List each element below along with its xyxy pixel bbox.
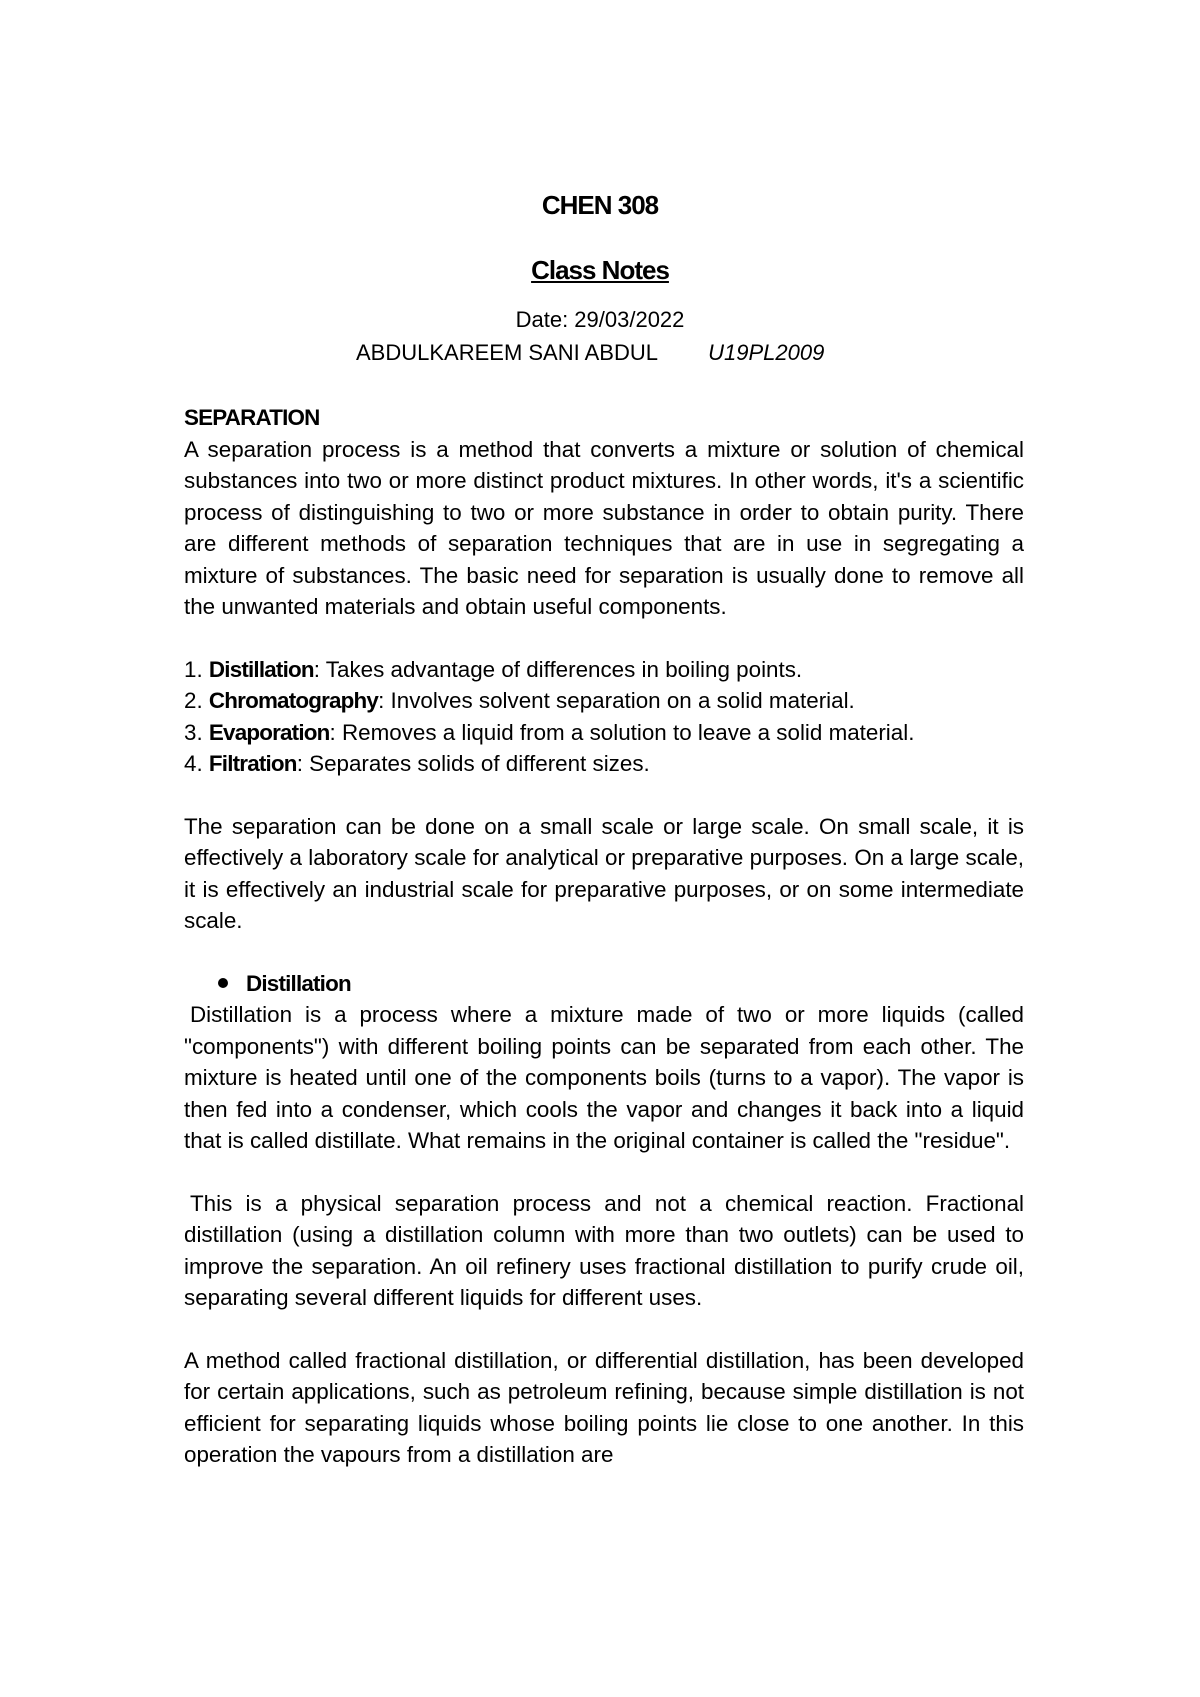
document-body bbox=[184, 402, 1024, 1471]
course-code: CHEN 308 bbox=[541, 190, 659, 220]
author-name: ABDULKAREEM SANI ABDUL bbox=[356, 340, 658, 365]
method-description: : Separates solids of different sizes. bbox=[296, 751, 650, 776]
distillation-heading bbox=[218, 968, 1024, 1000]
separation-paragraph: A separation process is a method that converts a mixture or solution of chemical substances into two or more distinct product mixtures. In other words, it's a scientific process of distinguishing to two or more substance in order to obtain purity. There are different methods of separation techniques that are in use in segregating a mixture of substances. The basic need for separation is usually done to remove all the unwanted materials and obtain useful components. bbox=[184, 436, 1024, 619]
list-item bbox=[184, 748, 1024, 780]
separation-heading: SEPARATION bbox=[184, 405, 320, 430]
list-item bbox=[184, 654, 1024, 686]
method-description: : Removes a liquid from a solution to leave a solid material. bbox=[329, 719, 915, 745]
list-item-number: 3. bbox=[184, 719, 209, 745]
scale-paragraph: The separation can be done on a small scale or large scale. On small scale, it is effectively a laboratory scale for analytical or preparative purposes. On a large scale, it is effectively an industrial scale for preparative purposes, or on some intermediate scale. bbox=[184, 813, 1024, 933]
list-item-number: 1. bbox=[184, 656, 209, 682]
spacer bbox=[184, 623, 1024, 654]
method-term: Evaporation bbox=[208, 719, 330, 745]
author-id: U19PL2009 bbox=[708, 340, 825, 365]
notes-title: Class Notes bbox=[531, 255, 669, 285]
spacer bbox=[184, 1314, 1024, 1345]
method-term: Distillation bbox=[208, 656, 314, 682]
bullet-icon bbox=[218, 978, 228, 988]
separation-methods-list bbox=[184, 654, 1024, 780]
list-item bbox=[184, 717, 1024, 749]
method-description: : Takes advantage of differences in boiling points. bbox=[313, 656, 803, 682]
distillation-paragraph-3: A method called fractional distillation, or differential distillation, has been developed for certain applications, such as petroleum refining, because simple distillation is not efficient for separating liquids whose boiling points lie close to one another. In this operation the vapours from a distillation are bbox=[184, 1347, 1024, 1467]
spacer bbox=[184, 1157, 1024, 1188]
spacer bbox=[184, 780, 1024, 811]
distillation-heading-text: Distillation bbox=[246, 970, 351, 996]
method-description: : Involves solvent separation on a solid material. bbox=[378, 688, 855, 713]
method-term: Filtration bbox=[208, 751, 297, 776]
distillation-paragraph-2: This is a physical separation process and not a chemical reaction. Fractional distillation (using a distillation column with more than two outlets) can be used to improve the separation. An oil refinery uses fractional distillation to purify crude oil, separating several different liquids for different uses. bbox=[184, 1190, 1024, 1310]
distillation-paragraph-1: Distillation is a process where a mixture made of two or more liquids (called "components") with different boiling points can be separated from each other. The mixture is heated until one of the components boils (turns to a vapor). The vapor is then fed into a condenser, which cools the vapor and changes it back into a liquid that is called distillate. What remains in the original container is called the "residue". bbox=[184, 1002, 1024, 1153]
spacer bbox=[184, 937, 1024, 968]
list-item bbox=[184, 685, 1024, 717]
list-item-number: 2. bbox=[184, 688, 209, 713]
date-line: Date: 29/03/2022 bbox=[515, 307, 685, 332]
method-term: Chromatography bbox=[208, 688, 379, 713]
list-item-number: 4. bbox=[184, 751, 209, 776]
author-line bbox=[356, 340, 824, 366]
